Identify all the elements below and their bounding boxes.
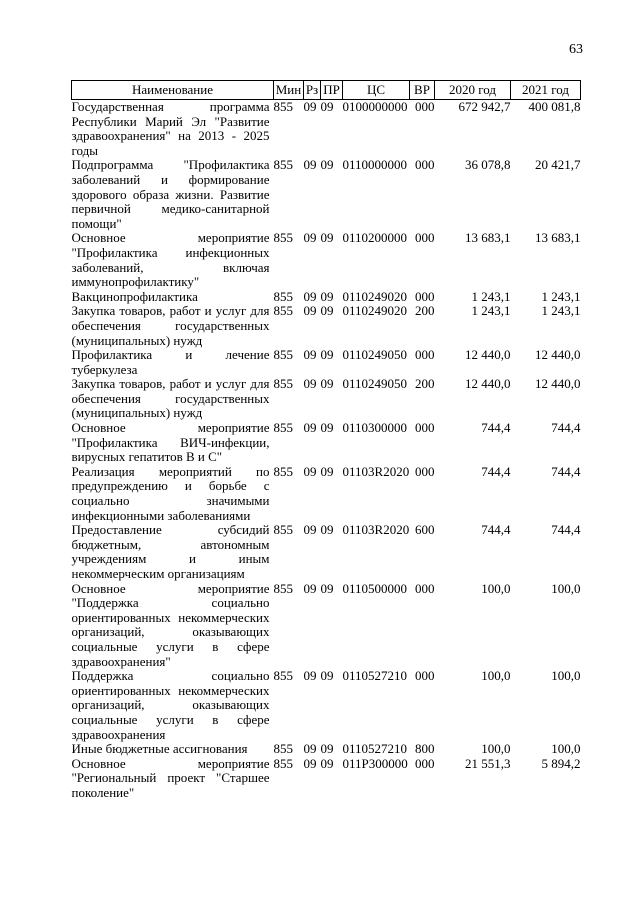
row-vr: 000 [415,755,435,771]
table-row [72,231,581,289]
row-name: Иные бюджетные ассигнования [71,741,248,757]
row-cs: 011P300000 [342,755,408,771]
row-rz: 09 [303,741,317,757]
row-rz: 09 [303,288,317,304]
row-name: Поддержка социально ориентированных некоммерческих организаций, оказывающих социальные услуги в сфере здравоохранения [71,668,270,742]
row-vr: 600 [415,522,435,538]
row-min: 855 [273,99,293,114]
row-min: 855 [273,580,293,596]
table-header-row [72,81,581,100]
row-pr: 09 [320,303,334,319]
page-number: 63 [569,42,583,57]
row-min: 855 [273,157,293,173]
row-pr: 09 [320,755,334,771]
row-vr: 000 [415,288,435,304]
row-vr: 200 [415,376,435,392]
row-name: Профилактика и лечение туберкулеза [71,347,270,377]
table-row [72,348,581,377]
row-name: Реализация мероприятий по предупреждению и борьбе с социально значимыми инфекционными заболеваниями [71,463,270,523]
row-cs: 01103R2020 [342,522,410,538]
row-vr: 800 [415,741,435,757]
row-pr: 09 [320,668,334,684]
row-rz: 09 [303,522,317,538]
row-name: Основное мероприятие "Профилактика инфекционных заболеваний, включая иммунопрофилактику" [71,230,270,290]
table-row [72,757,581,801]
table-row [72,465,581,523]
table-row [72,582,581,670]
row-2021: 744,4 [551,463,581,479]
row-min: 855 [273,522,293,538]
row-vr: 000 [415,157,435,173]
row-vr: 000 [415,420,435,436]
row-min: 855 [273,420,293,436]
table-row [72,742,581,757]
row-rz: 09 [303,668,317,684]
table-row [72,377,581,421]
row-pr: 09 [320,230,334,246]
row-2021: 5 894,2 [541,755,581,771]
row-pr: 09 [320,157,334,173]
row-cs: 0110249020 [342,303,408,319]
row-rz: 09 [303,303,317,319]
row-name: Закупка товаров, работ и услуг для обеспечения государственных (муниципальных) нужд [71,303,270,348]
row-pr: 09 [320,99,334,114]
row-cs: 0110527210 [342,668,408,684]
header-2021: 2021 год [511,81,581,100]
table-body [72,100,581,801]
row-pr: 09 [320,522,334,538]
row-name: Основное мероприятие "Профилактика ВИЧ-инфекции, вирусных гепатитов В и С" [71,420,270,465]
row-2021: 100,0 [551,741,581,757]
row-cs: 0110300000 [342,420,408,436]
row-rz: 09 [303,347,317,363]
row-2021: 13 683,1 [535,230,581,246]
row-2021: 1 243,1 [541,288,581,304]
header-2020: 2020 год [435,81,511,100]
budget-table [71,80,581,801]
row-vr: 000 [415,99,435,114]
row-2020: 100,0 [481,668,511,684]
row-min: 855 [273,463,293,479]
row-vr: 200 [415,303,435,319]
row-rz: 09 [303,755,317,771]
row-rz: 09 [303,420,317,436]
row-name: Государственная программа Республики Марий Эл "Развитие здравоохранения" на 2013 - 2025 годы [71,99,270,158]
header-min: Мин [274,81,304,100]
row-cs: 0110249020 [342,288,408,304]
row-2020: 744,4 [481,522,511,538]
row-min: 855 [273,347,293,363]
row-pr: 09 [320,463,334,479]
header-name: Наименование [72,81,274,100]
row-cs: 0110500000 [342,580,408,596]
row-min: 855 [273,741,293,757]
row-name: Основное мероприятие "Поддержка социально ориентированных некоммерческих организаций, оказывающих социальные услуги в сфере здравоохранения" [71,580,270,669]
row-2020: 100,0 [481,741,511,757]
header-pr: ПР [321,81,343,100]
row-2020: 13 683,1 [465,230,511,246]
row-pr: 09 [320,580,334,596]
table-row [72,290,581,305]
row-vr: 000 [415,580,435,596]
row-rz: 09 [303,99,317,114]
row-min: 855 [273,230,293,246]
row-pr: 09 [320,288,334,304]
row-rz: 09 [303,580,317,596]
row-vr: 000 [415,230,435,246]
table-row [72,304,581,348]
row-pr: 09 [320,420,334,436]
row-2020: 744,4 [481,463,511,479]
row-2021: 12 440,0 [535,347,581,363]
row-name: Основное мероприятие "Региональный проект "Старшее поколение" [71,755,270,800]
row-2021: 100,0 [551,580,581,596]
row-2021: 20 421,7 [535,157,581,173]
row-2020: 744,4 [481,420,511,436]
row-2021: 12 440,0 [535,376,581,392]
table-row [72,669,581,742]
row-2021: 100,0 [551,668,581,684]
row-vr: 000 [415,668,435,684]
row-2020: 12 440,0 [465,376,511,392]
row-2020: 1 243,1 [471,303,511,319]
row-vr: 000 [415,463,435,479]
table-row [72,158,581,231]
row-cs: 0110200000 [342,230,408,246]
row-cs: 0110249050 [342,376,408,392]
row-pr: 09 [320,741,334,757]
row-rz: 09 [303,157,317,173]
row-cs: 0110527210 [342,741,408,757]
row-name: Вакцинопрофилактика [71,288,198,304]
row-name: Закупка товаров, работ и услуг для обеспечения государственных (муниципальных) нужд [71,376,270,421]
row-rz: 09 [303,230,317,246]
row-min: 855 [273,755,293,771]
row-2020: 36 078,8 [465,157,511,173]
row-cs: 0100000000 [342,99,408,114]
row-2021: 400 081,8 [528,99,581,114]
row-cs: 01103R2020 [342,463,410,479]
row-2021: 744,4 [551,522,581,538]
row-cs: 0110249050 [342,347,408,363]
row-name: Предоставление субсидий бюджетным, автономным учреждениям и иным некоммерческим организациям [71,522,270,581]
row-min: 855 [273,303,293,319]
row-min: 855 [273,288,293,304]
row-rz: 09 [303,463,317,479]
table-row [72,421,581,465]
row-pr: 09 [320,347,334,363]
table-row [72,100,581,159]
row-rz: 09 [303,376,317,392]
table-row [72,523,581,581]
header-cs: ЦС [343,81,410,100]
row-2020: 12 440,0 [465,347,511,363]
header-vr: ВР [410,81,435,100]
row-min: 855 [273,376,293,392]
row-pr: 09 [320,376,334,392]
row-2020: 672 942,7 [458,99,511,114]
row-name: Подпрограмма "Профилактика заболеваний и формирование здорового образа жизни. Развитие первичной медико-санитарной помощи" [71,157,270,231]
row-2020: 100,0 [481,580,511,596]
row-2020: 21 551,3 [465,755,511,771]
header-rz: Рз [304,81,321,100]
row-2021: 744,4 [551,420,581,436]
row-2021: 1 243,1 [541,303,581,319]
row-min: 855 [273,668,293,684]
row-cs: 0110000000 [342,157,408,173]
row-2020: 1 243,1 [471,288,511,304]
row-vr: 000 [415,347,435,363]
